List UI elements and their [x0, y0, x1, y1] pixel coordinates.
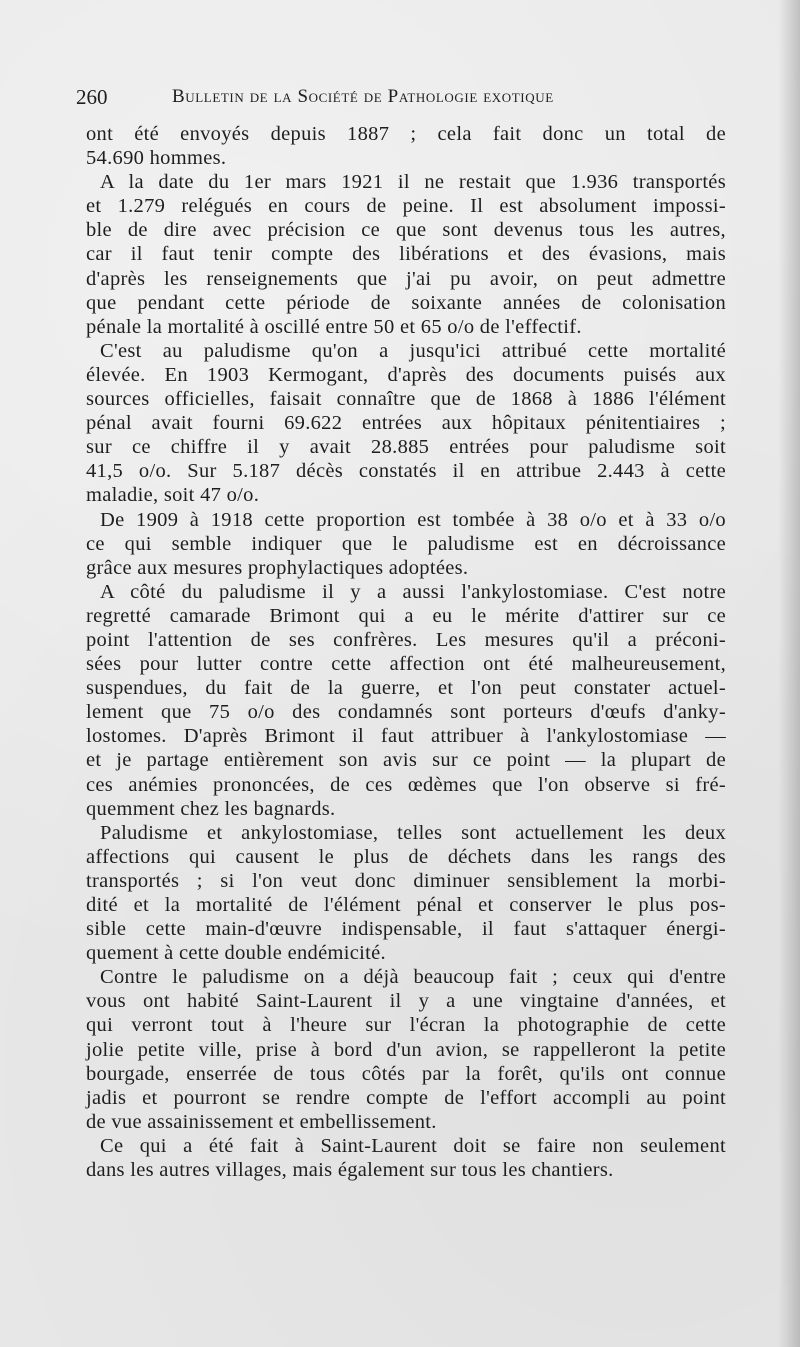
text-line: ont été envoyés depuis 1887 ; cela fait donc un total de — [86, 123, 726, 145]
text-line: quement à cette double endémicité. — [86, 942, 386, 965]
text-line: Contre le paludisme on a déjà beaucoup fait ; ceux qui d'entre — [100, 966, 726, 989]
text-line: bourgade, enserrée de tous côtés par la forêt, qu'ils ont connue — [86, 1062, 726, 1085]
text-line: A côté du paludisme il y a aussi l'ankylostomiase. C'est notre — [100, 580, 726, 603]
text-line: 54.690 hommes. — [86, 147, 227, 170]
text-line: affections qui causent le plus de déchets dans les rangs des — [86, 845, 726, 868]
text-line: car il faut tenir compte des libérations et des évasions, mais — [86, 243, 726, 266]
text-line: grâce aux mesures prophylactiques adoptées. — [86, 556, 469, 579]
body-text — [86, 122, 726, 1182]
text-line: jadis et pourront se rendre compte de l'effort accompli au point — [86, 1086, 726, 1109]
text-line: quemment chez les bagnards. — [86, 797, 336, 820]
text-line: lostomes. D'après Brimont il faut attribuer à l'ankylostomiase — — [86, 725, 726, 748]
text-line: sées pour lutter contre cette affection ont été malheureusement, — [86, 653, 726, 676]
text-line: 41,5 o/o. Sur 5.187 décès constatés il en attribue 2.443 à cette — [86, 460, 726, 483]
text-line: ble de dire avec précision ce que sont devenus tous les autres, — [86, 219, 726, 242]
text-line: C'est au paludisme qu'on a jusqu'ici attribué cette mortalité — [100, 339, 726, 362]
text-line: pénal avait fourni 69.622 entrées aux hôpitaux pénitentiaires ; — [86, 412, 726, 435]
text-line: d'après les renseignements que j'ai pu avoir, on peut admettre — [86, 267, 726, 290]
text-line: point l'attention de ses confrères. Les mesures qu'il a préconi- — [86, 628, 726, 651]
text-line: sources officielles, faisait connaître que de 1868 à 1886 l'élément — [86, 388, 726, 411]
text-line: dité et la mortalité de l'élément pénal et conserver le plus pos- — [86, 894, 726, 916]
text-line: et 1.279 relégués en cours de peine. Il est absolument impossi- — [86, 195, 726, 218]
text-line: pénale la mortalité à oscillé entre 50 et 65 o/o de l'effectif. — [86, 315, 582, 338]
page-edge-shadow — [778, 0, 800, 1347]
text-line: dans les autres villages, mais également sur tous les chantiers. — [86, 1159, 614, 1182]
text-line: A la date du 1er mars 1921 il ne restait que 1.936 transportés — [100, 171, 726, 194]
journal-title: Bulletin de la Société de Pathologie exotique — [172, 86, 554, 107]
text-line: sible cette main-d'œuvre indispensable, il faut s'attaquer énergi- — [86, 918, 726, 941]
text-line: De 1909 à 1918 cette proportion est tombée à 38 o/o et à 33 o/o — [100, 508, 726, 531]
text-line: et je partage entièrement son avis sur ce point — la plupart de — [86, 749, 726, 772]
text-line: jolie petite ville, prise à bord d'un avion, se rappelleront la petite — [86, 1038, 726, 1061]
text-line: que pendant cette période de soixante années de colonisation — [86, 291, 726, 314]
text-line: suspendues, du fait de la guerre, et l'on peut constater actuel- — [86, 677, 726, 700]
text-line: regretté camarade Brimont qui a eu le mérite d'attirer sur ce — [86, 604, 726, 627]
text-line: vous ont habité Saint-Laurent il y a une vingtaine d'années, et — [86, 990, 726, 1013]
text-line: transportés ; si l'on veut donc diminuer sensiblement la morbi- — [86, 869, 726, 892]
text-line: de vue assainissement et embellissement. — [86, 1110, 437, 1133]
text-line: lement que 75 o/o des condamnés sont porteurs d'œufs d'anky- — [86, 701, 726, 724]
text-line: maladie, soit 47 o/o. — [86, 484, 260, 507]
text-line: sur ce chiffre il y avait 28.885 entrées pour paludisme soit — [86, 436, 726, 459]
running-head — [76, 82, 736, 112]
text-line: ce qui semble indiquer que le paludisme est en décroissance — [86, 532, 726, 555]
text-line: Ce qui a été fait à Saint-Laurent doit se faire non seulement — [100, 1134, 726, 1157]
page-number: 260 — [76, 85, 108, 109]
text-line: Paludisme et ankylostomiase, telles sont actuellement les deux — [100, 821, 726, 844]
text-line: élevée. En 1903 Kermogant, d'après des documents puisés aux — [86, 363, 726, 386]
text-line: ces anémies prononcées, de ces œdèmes que l'on observe si fré- — [86, 773, 726, 796]
text-line: qui verront tout à l'heure sur l'écran la photographie de cette — [86, 1014, 726, 1037]
